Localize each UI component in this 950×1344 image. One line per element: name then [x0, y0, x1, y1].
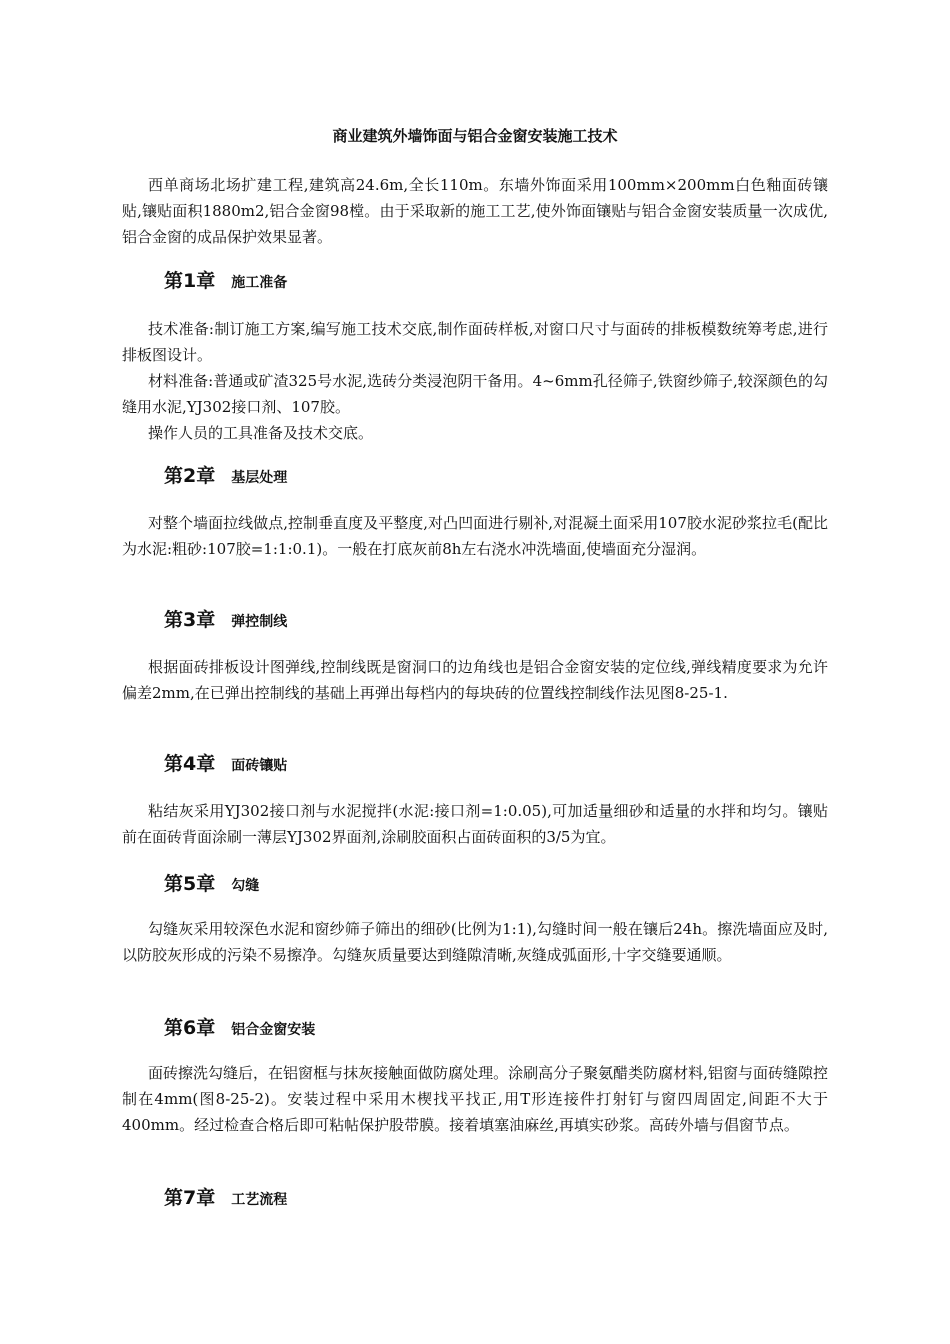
chapter-3-heading: [164, 607, 287, 635]
chapter-1-paragraph-1: 技术准备:制订施工方案,编写施工技术交底,制作面砖样板,对窗口尺寸与面砖的排板模数统筹考虑,进行排板图设计。: [122, 320, 828, 364]
chapter-2-paragraph-1: 对整个墙面拉线做点,控制垂直度及平整度,对凸凹面进行剔补,对混凝土面采用107胶水泥砂浆拉毛(配比为水泥:粗砂:107胶=1:1:0.1)。一般在打底灰前8h左右浇水冲洗墙面,使墙面充分湿润。: [122, 514, 828, 558]
chapter-1-paragraph-2: 材料准备:普通或矿渣325号水泥,选砖分类浸泡阴干备用。4~6mm孔径筛子,铁窗纱筛子,较深颜色的勾缝用水泥,YJ302接口剂、107胶。: [122, 372, 828, 416]
chapter-6-paragraph-1: 面砖擦洗勾缝后，在铝窗框与抹灰接触面做防腐处理。涂刷高分子聚氨醋类防腐材料,铝窗与面砖缝隙控制在4mm(图8-25-2)。安装过程中采用木楔找平找正,用T形连接件打射钉与窗四周固定,间距不大于400mm。经过检查合格后即可粘帖保护股带膜。接着填塞油麻丝,再填实砂浆。高砖外墙与倡窗节点。: [122, 1064, 828, 1134]
chapter-5-name: 勾缝: [231, 878, 260, 894]
chapter-2-name: 基层处理: [231, 470, 288, 486]
chapter-6-body: [122, 1060, 828, 1138]
chapter-4-heading: [164, 751, 287, 779]
chapter-1-paragraph-3: 操作人员的工具准备及技术交底。: [148, 424, 374, 442]
chapter-2-body: [122, 510, 828, 562]
chapter-6-heading: [164, 1015, 315, 1043]
chapter-3-number: 第3章: [164, 609, 216, 631]
chapter-6-name: 铝合金窗安装: [231, 1022, 316, 1038]
chapter-4-paragraph-1: 粘结灰采用YJ302接口剂与水泥搅拌(水泥:接口剂=1:0.05),可加适量细砂和适量的水拌和均匀。镶贴前在面砖背面涂刷一薄层YJ302界面剂,涂刷胶面积占面砖面积的3/5为宜。: [122, 802, 828, 846]
chapter-5-heading: [164, 871, 259, 899]
intro-section: [122, 172, 828, 250]
chapter-3-name: 弹控制线: [231, 614, 288, 630]
chapter-3-body: [122, 654, 828, 706]
chapter-1-number: 第1章: [164, 270, 216, 292]
chapter-3-paragraph-1: 根据面砖排板设计图弹线,控制线既是窗洞口的边角线也是铝合金窗安装的定位线,弹线精度要求为允许偏差2mm,在已弹出控制线的基础上再弹出每档内的每块砖的位置线控制线作法见图8-25-1.: [122, 658, 828, 702]
chapter-2-heading: [164, 463, 287, 491]
chapter-4-name: 面砖镶贴: [231, 758, 288, 774]
chapter-1-heading: [164, 268, 287, 296]
document-title: 商业建筑外墙饰面与铝合金窗安装施工技术: [332, 127, 618, 145]
chapter-5-paragraph-1: 勾缝灰采用较深色水泥和窗纱筛子筛出的细砂(比例为1:1),勾缝时间一般在镶后24h。擦洗墙面应及时,以防胶灰形成的污染不易擦净。勾缝灰质量要达到缝隙清晰,灰缝成弧面形,十字交缝要通顺。: [122, 920, 828, 964]
chapter-7-name: 工艺流程: [231, 1192, 288, 1208]
chapter-1-body: [122, 316, 828, 446]
chapter-5-number: 第5章: [164, 873, 216, 895]
intro-paragraph: 西单商场北场扩建工程,建筑高24.6m,全长110m。东墙外饰面采用100mm×200mm白色釉面砖镶贴,镶贴面积1880m2,铝合金窗98樘。由于采取新的施工工艺,使外饰面镶贴与铝合金窗安装质量一次成优,铝合金窗的成品保护效果显著。: [122, 176, 828, 246]
chapter-7-number: 第7章: [164, 1187, 216, 1209]
chapter-5-body: [122, 916, 828, 968]
chapter-2-number: 第2章: [164, 465, 216, 487]
chapter-7-heading: [164, 1185, 287, 1213]
chapter-6-number: 第6章: [164, 1017, 216, 1039]
chapter-4-body: [122, 798, 828, 850]
chapter-1-name: 施工准备: [231, 275, 288, 291]
chapter-4-number: 第4章: [164, 753, 216, 775]
